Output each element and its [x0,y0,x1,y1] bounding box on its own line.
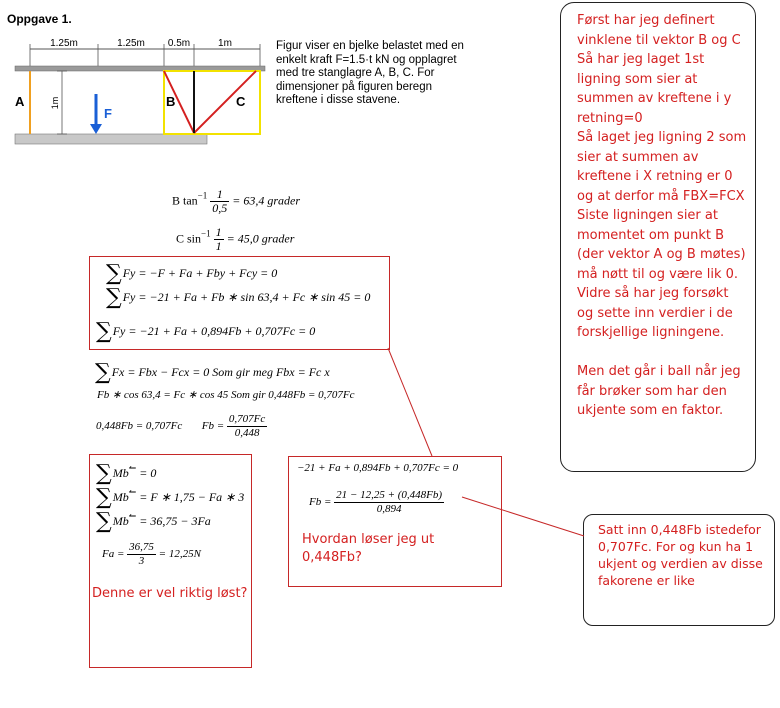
angle-b [172,188,300,215]
side-note: Først har jeg definert vinklene til vektor B og C Så har jeg laget 1st ligning som sier at summen av kreftene i y retning=0 Så laget jeg ligning 2 som sier at summen av kreftene i X retning er 0 og at derfor må FBX=FCX Siste ligningen sier at momentet om punkt B (der vektor A og B møtes) må nøtt til og være lik 0. Vidre så har jeg forsøkt og sette inn verdier i de forskjellige ligningene. Men det går i ball når jeg får brøker som har den ukjente som en faktor. [560,2,756,472]
angle-c [176,226,294,253]
fb-frac-num: 0,707Fc [228,413,266,425]
fy-line-3: ∑Fy = −21 + Fa + 0,894Fb + 0,707Fc = 0 [96,319,316,344]
fb-frac-den: 0,448 [234,427,260,439]
angle-b-den: 0,5 [212,201,228,215]
solve-box [288,456,502,587]
moment-line-3: ∑Mb↼ = 36,75 − 3Fa [96,509,211,534]
beam-figure [10,36,275,150]
angle-c-exp: −1 [201,228,211,239]
dim-1: 1.25m [50,38,78,49]
angle-c-result: = 45,0 grader [226,231,295,246]
label-a: A [15,94,25,109]
fx-line-2: Fb ∗ cos 63,4 = Fc ∗ cos 45 Som gir 0,448Fb = 0,707Fc [97,389,355,401]
dim-2: 1.25m [117,38,145,49]
label-b: B [166,94,176,109]
angle-c-prefix: C sin [176,231,202,246]
task-heading: Oppgave 1. [7,12,72,26]
fy-box [89,256,390,350]
angle-b-exp: −1 [197,190,208,201]
fa-result: Fa = $\frac{36,75}{3}$ = 12,25N [102,541,201,567]
ground [15,134,207,144]
moment-line-2: ∑Mb↼ = F ∗ 1,75 − Fa ∗ 3 [96,485,245,510]
fy-line-2: ∑Fy = −21 + Fa + Fb ∗ sin 63,4 + Fc ∗ sin 45 = 0 [106,285,371,310]
solve-equation: −21 + Fa + 0,894Fb + 0,707Fc = 0 [297,462,459,474]
task-description: Figur viser en bjelke belastet med en enkelt kraft F=1.5·t kN og opplagret med tre stanglagre A, B, C. For dimensjoner på figuren beregn kreftene i disse stavene. [276,40,464,106]
moment-box [89,454,252,668]
connector-fy-solve [388,348,432,456]
fy-line-1: ∑Fy = −F + Fa + Fby + Fcy = 0 [106,261,278,286]
solve-question: Hvordan løser jeg ut 0,448Fb? [302,532,435,565]
dim-3: 0.5m [167,38,191,49]
angle-b-result: = 63,4 grader [232,193,301,208]
moment-line-1: ∑Mb↼ = 0 [96,461,157,486]
angle-b-num: 1 [210,188,229,202]
label-f: F [104,106,112,121]
fx-line-1: ∑Fx = Fbx − Fcx = 0 Som gir meg Fbx = Fc x [95,360,330,385]
dim-4: 1m [218,38,232,49]
solve-fb: Fb = $\frac{21 - 12,25 + (0,448Fb)}{0,894}$ [309,489,443,515]
force-arrowhead [90,124,102,134]
angle-b-prefix: B tan [172,193,198,208]
angle-c-num: 1 [215,225,222,239]
label-c: C [236,94,246,109]
angle-c-den: 1 [215,239,222,253]
moment-question: Denne er vel riktig løst? [92,586,248,601]
fx-line-3: 0,448Fb = 0,707Fc Fb = $\frac{0,707Fc}{0,448}$ [96,413,266,439]
bar-c [194,71,256,133]
callout-note: Satt inn 0,448Fb istedefor 0,707Fc. For og kun ha 1 ukjent og verdien av disse fakorene er like [583,514,775,626]
height-label: 1m [50,96,60,110]
